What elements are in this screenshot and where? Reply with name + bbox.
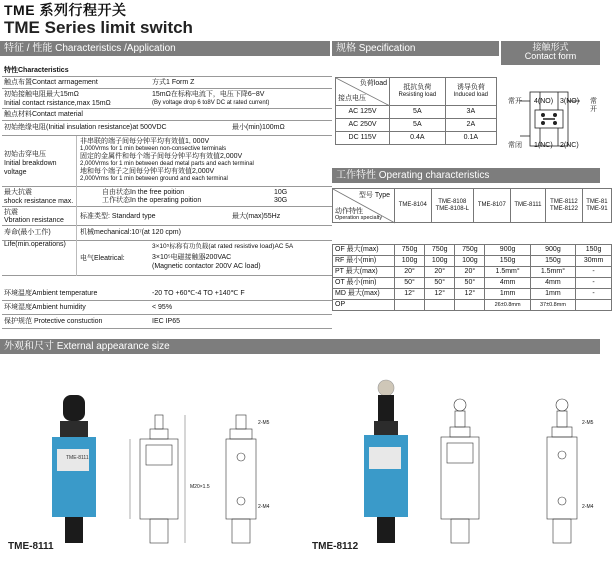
induct-cn: 诱导负荷 bbox=[456, 84, 485, 92]
spec-row bbox=[336, 106, 497, 119]
op-cell: 900g bbox=[530, 245, 575, 256]
caption-left: TME-8111 bbox=[8, 541, 54, 552]
vibration-value: 最大(max)55Hz bbox=[232, 213, 281, 220]
op-col-header: TME-8112 TME-8122 bbox=[546, 189, 583, 223]
op-type-label: 型号 Type bbox=[358, 192, 390, 199]
char-heading: 特性Characteristics bbox=[4, 67, 69, 74]
op-cell: 100g bbox=[395, 256, 425, 267]
op-cell: 1.5mm° bbox=[485, 267, 530, 278]
humidity-label: 环境湿度Ambient humidity bbox=[4, 304, 86, 311]
op-cell bbox=[576, 300, 612, 311]
vibration-label-cn: 抗震 bbox=[4, 209, 18, 216]
op-cell: 12° bbox=[455, 289, 485, 300]
shock-op-value: 30G bbox=[274, 197, 288, 204]
op-cell: 20° bbox=[425, 267, 455, 278]
op-cell: 750g bbox=[395, 245, 425, 256]
life-mech: 机械mechanical:10⁷(at 120 cpm) bbox=[80, 229, 181, 236]
resist-en: Resisting load bbox=[398, 92, 437, 99]
shock-label-cn: 最大抗震 bbox=[4, 189, 32, 196]
spec-induct: 3A bbox=[445, 106, 496, 119]
material-label: 触点材料Contact material bbox=[4, 111, 83, 118]
life-mech-row bbox=[2, 226, 332, 241]
operating-table bbox=[332, 188, 612, 223]
breakdown-v4: 2,000Vrms for 1 min between dead metal parts and each terminal bbox=[80, 161, 254, 167]
protect-label: 保护规范 Protective constuction bbox=[4, 318, 103, 325]
breakdown-label-cn: 初始击穿电压 bbox=[4, 151, 46, 158]
spec-resist: 5A bbox=[390, 119, 446, 132]
spec-contact-header: 接点电压 bbox=[338, 94, 366, 102]
insulation-row bbox=[2, 121, 332, 136]
op-row bbox=[333, 278, 612, 289]
insulation-value: 最小(min)100mΩ bbox=[232, 124, 285, 131]
op-col-header: TME-8104 bbox=[395, 189, 432, 223]
page-subtitle: TME Series limit switch bbox=[4, 18, 193, 37]
operating-bar: 工作特性 Operating characteristics bbox=[332, 168, 600, 183]
humidity-row bbox=[2, 301, 332, 315]
life-label-cn: 寿命(最小工作) bbox=[4, 229, 51, 236]
terminal-1: 1(NC) bbox=[534, 142, 553, 149]
op-row bbox=[333, 245, 612, 256]
op-cell: 150g bbox=[576, 245, 612, 256]
humidity-value: < 95% bbox=[152, 304, 173, 311]
material-row bbox=[2, 109, 332, 121]
spec-voltage: DC 115V bbox=[336, 132, 390, 145]
vibration-row bbox=[2, 207, 332, 226]
op-cell: 30mm bbox=[576, 256, 612, 267]
op-row bbox=[333, 267, 612, 278]
op-spec-label-en: Operation specialty bbox=[335, 215, 383, 221]
shock-free-value: 10G bbox=[274, 189, 288, 196]
product-right bbox=[300, 355, 600, 559]
spec-induct: 0.1A bbox=[445, 132, 496, 145]
product-left-svg bbox=[0, 355, 300, 559]
shock-row bbox=[2, 187, 332, 207]
char-heading-row bbox=[2, 66, 332, 77]
product-right-svg bbox=[300, 355, 600, 559]
op-cell: 150g bbox=[530, 256, 575, 267]
op-row-label: RF 最小(min) bbox=[333, 256, 395, 267]
dim-2m4-right: 2-M4 bbox=[582, 504, 594, 510]
op-cell: - bbox=[576, 278, 612, 289]
contact-arrangement-value: 方式1 Form Z bbox=[152, 79, 195, 86]
spec-load-header: 负荷load bbox=[359, 80, 387, 87]
op-row bbox=[333, 289, 612, 300]
spec-resist: 5A bbox=[390, 106, 446, 119]
spec-resist: 0.4A bbox=[390, 132, 446, 145]
life-elec-label: 电气Eleatrical: bbox=[80, 255, 125, 262]
model-name: TME bbox=[4, 2, 36, 18]
vibration-type: 标准类型: Standard type bbox=[80, 213, 156, 220]
temp-row bbox=[2, 287, 332, 301]
op-cell: 20° bbox=[395, 267, 425, 278]
breakdown-v3: 固定的金属件和每个端子间每分钟平均有效值2,000V bbox=[80, 153, 243, 160]
op-cell: 900g bbox=[485, 245, 530, 256]
op-cell: 26±0.8mm bbox=[485, 300, 530, 311]
op-cell: 1.5mm° bbox=[530, 267, 575, 278]
char-divider bbox=[76, 136, 77, 276]
terminal-3: 3(NO) bbox=[560, 98, 580, 105]
breakdown-v6: 2,000Vrms for 1 min between ground and each terminal bbox=[80, 176, 228, 182]
op-row bbox=[333, 256, 612, 267]
dim-m20-left: M20×1.5 bbox=[190, 484, 210, 490]
op-col-header: TME-8111 bbox=[510, 189, 546, 223]
characteristics-bar: 特征 / 性能 Characteristics /Application bbox=[0, 41, 330, 56]
product-label-left: TME-8111 bbox=[66, 455, 89, 461]
resistance-label-en: Initial contact rsistance,max 15mΩ bbox=[4, 100, 111, 107]
title-cn: 系列行程开关 bbox=[39, 2, 127, 18]
op-row-label: OT 最小(min) bbox=[333, 278, 395, 289]
product-left bbox=[0, 355, 300, 559]
op-cell: 150g bbox=[485, 256, 530, 267]
op-cell: 50° bbox=[455, 278, 485, 289]
spec-row bbox=[336, 119, 497, 132]
op-row-label: OP bbox=[333, 300, 395, 311]
resistance-value-cn: 15mΩ在标称电流下，电压下降6~8V bbox=[152, 91, 265, 98]
specification-bar: 规格 Specification bbox=[332, 41, 499, 56]
no-right-label: 常开 bbox=[590, 98, 597, 114]
temp-value: -20 TO +60℃-4 TO +140℃ F bbox=[152, 290, 245, 297]
op-row bbox=[333, 300, 612, 311]
contact-form-bar bbox=[501, 41, 600, 65]
spec-header-row bbox=[336, 78, 497, 106]
vibration-label-en: Vbration resistance bbox=[4, 217, 64, 224]
op-cell: 4mm bbox=[530, 278, 575, 289]
spec-voltage: AC 125V bbox=[336, 106, 390, 119]
life-elec-row bbox=[2, 241, 332, 276]
op-cell: 1mm bbox=[485, 289, 530, 300]
op-row-label: PT 最大(max) bbox=[333, 267, 395, 278]
op-spec-label-cn: 动作特性 bbox=[335, 208, 363, 215]
op-cell: 37±0.8mm bbox=[530, 300, 575, 311]
op-row-label: MD 最大(max) bbox=[333, 289, 395, 300]
external-bar: 外观和尺寸 External appearance size bbox=[0, 339, 600, 354]
op-cell: 50° bbox=[425, 278, 455, 289]
spec-voltage: AC 250V bbox=[336, 119, 390, 132]
contact-form-en: Contact form bbox=[524, 51, 577, 62]
shock-free-label: 自由状态In the free poition bbox=[102, 189, 185, 196]
life-elec1: 3×10⁵标称有功负载(at rated resistive load)AC 5A bbox=[152, 243, 294, 250]
protect-row bbox=[2, 315, 332, 329]
op-cell bbox=[395, 300, 425, 311]
nc-left-label: 常闭 bbox=[508, 142, 522, 149]
contact-form-cn: 接触形式 bbox=[532, 42, 569, 52]
op-cell bbox=[455, 300, 485, 311]
op-cell: 12° bbox=[425, 289, 455, 300]
spec-row bbox=[336, 132, 497, 145]
life-label-en: Life(min.operations) bbox=[4, 241, 66, 248]
contact-diagram-svg bbox=[505, 70, 600, 170]
terminal-2: 2(NC) bbox=[560, 142, 579, 149]
temp-label: 环境温度Ambient temperature bbox=[4, 290, 98, 297]
contact-form-diagram bbox=[505, 70, 600, 170]
breakdown-v5: 地和每个端子之间每分钟平均有效值2,000V bbox=[80, 168, 215, 175]
spec-induct: 2A bbox=[445, 119, 496, 132]
page-title bbox=[4, 2, 126, 18]
resistance-row bbox=[2, 89, 332, 109]
op-cell: 50° bbox=[395, 278, 425, 289]
spec-resist-header bbox=[390, 78, 446, 106]
op-cell: 20° bbox=[455, 267, 485, 278]
op-col-header: TME-8107 bbox=[474, 189, 511, 223]
spec-corner bbox=[336, 78, 390, 106]
op-cell: 100g bbox=[425, 256, 455, 267]
op-col-header: TME-81 TME-91 bbox=[582, 189, 611, 223]
dim-2m4-left: 2-M4 bbox=[258, 504, 270, 510]
no-left-label: 常开 bbox=[508, 98, 522, 105]
breakdown-label-en: Initial breakdown bbox=[4, 160, 57, 167]
contact-arrangement-row bbox=[2, 77, 332, 89]
caption-right: TME-8112 bbox=[312, 541, 359, 552]
insulation-label: 初始绝缘电阻(Initial insulation resistance)at 500VDC bbox=[4, 124, 167, 131]
life-elec2: 3×10⁵电磁接触器200VAC bbox=[152, 254, 232, 261]
breakdown-v2: 1,000Vrms for 1 min between non-consective terminals bbox=[80, 146, 227, 152]
resistance-label-cn: 初始接触电阻最大15mΩ bbox=[4, 91, 79, 98]
op-cell: 12° bbox=[395, 289, 425, 300]
shock-label-en: shock resistance max. bbox=[4, 198, 74, 205]
breakdown-v1: 非串联的端子间每分钟平均有效值1, 000V bbox=[80, 138, 210, 145]
op-cell: - bbox=[576, 289, 612, 300]
shock-op-label: 工作状态In the operating poition bbox=[102, 197, 202, 204]
op-cell: 4mm bbox=[485, 278, 530, 289]
op-cell bbox=[425, 300, 455, 311]
op-row-label: OF 最大(max) bbox=[333, 245, 395, 256]
op-header-row bbox=[333, 189, 612, 223]
op-cell: 750g bbox=[425, 245, 455, 256]
op-cell: - bbox=[576, 267, 612, 278]
breakdown-label-en2: voltage bbox=[4, 169, 27, 176]
operating-values bbox=[332, 244, 612, 311]
protect-value: IEC IP65 bbox=[152, 318, 181, 325]
spec-table bbox=[335, 77, 497, 145]
op-cell: 750g bbox=[455, 245, 485, 256]
op-col-header: TME-8108 TME-8108-L bbox=[431, 189, 473, 223]
op-cell: 1mm bbox=[530, 289, 575, 300]
resistance-value-en: (By voltage drop 6 to8V DC at rated current) bbox=[152, 100, 270, 106]
op-corner bbox=[333, 189, 395, 223]
op-cell: 100g bbox=[455, 256, 485, 267]
induct-en: Induced load bbox=[453, 92, 489, 99]
spec-induct-header bbox=[445, 78, 496, 106]
contact-arrangement-label: 触点布置Contact arrnagement bbox=[4, 79, 98, 86]
breakdown-row bbox=[2, 136, 332, 187]
resist-cn: 抵抗负荷 bbox=[403, 84, 432, 92]
life-elec3: (Magnetic contactor 200V AC load) bbox=[152, 263, 261, 270]
dim-2m5-left: 2-M5 bbox=[258, 420, 270, 426]
terminal-4: 4(NO) bbox=[534, 98, 554, 105]
dim-2m5-right: 2-M5 bbox=[582, 420, 594, 426]
